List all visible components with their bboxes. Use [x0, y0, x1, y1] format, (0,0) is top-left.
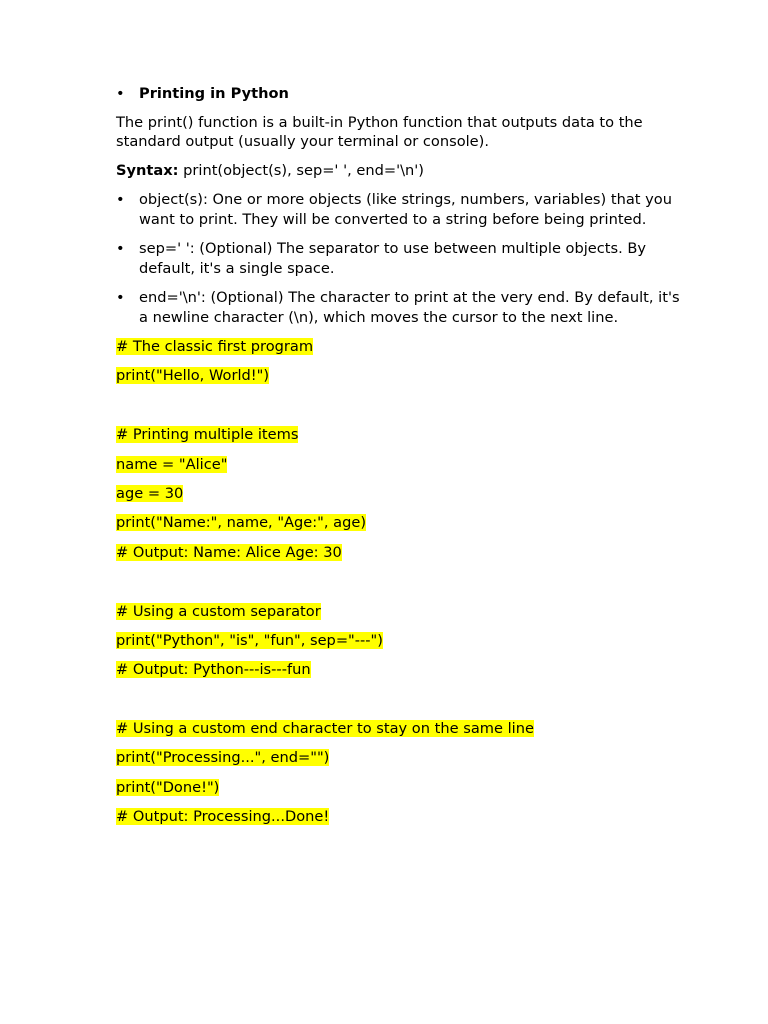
intro-paragraph: The print() function is a built-in Python function that outputs data to the standard output (usually your terminal or console).	[116, 113, 643, 151]
code-line	[116, 337, 686, 357]
code-line	[116, 719, 686, 739]
code-statement: print("Python", "is", "fun", sep="---")	[116, 631, 383, 649]
parameter-list	[116, 190, 686, 327]
code-line	[116, 631, 686, 651]
syntax-paragraph	[116, 161, 686, 181]
code-comment: # Using a custom end character to stay on the same line	[116, 720, 534, 738]
code-line	[116, 778, 686, 798]
list-item	[116, 190, 686, 229]
code-line	[116, 484, 686, 504]
code-comment: # Using a custom separator	[116, 602, 321, 620]
list-item	[116, 288, 686, 327]
code-line	[116, 455, 686, 475]
code-line	[116, 602, 686, 622]
code-comment: # The classic first program	[116, 338, 314, 355]
list-item-text: end='\n': (Optional) The character to print at the very end. By default, it's a newline character (\n), which moves the cursor to the next line.	[139, 289, 680, 326]
code-statement: print("Processing...", end="")	[116, 749, 330, 767]
bullet-icon: •	[116, 289, 125, 307]
bullet-icon: •	[116, 240, 125, 258]
bullet-icon: •	[116, 191, 125, 209]
list-item-text: sep=' ': (Optional) The separator to use between multiple objects. By default, it's a single space.	[139, 240, 647, 277]
code-statement: print("Done!")	[116, 778, 220, 796]
heading-title: Printing in Python	[139, 85, 289, 102]
blank-line	[116, 396, 686, 416]
code-line	[116, 425, 686, 445]
code-statement: print("Hello, World!")	[116, 367, 270, 385]
code-statement: print("Name:", name, "Age:", age)	[116, 514, 367, 532]
code-statement: age = 30	[116, 484, 184, 502]
code-comment: # Printing multiple items	[116, 426, 299, 444]
code-comment: # Output: Processing...Done!	[116, 808, 330, 826]
code-line	[116, 543, 686, 563]
code-line	[116, 660, 686, 680]
syntax-text: print(object(s), sep=' ', end='\n')	[178, 162, 424, 180]
code-statement: name = "Alice"	[116, 455, 228, 473]
list-item	[116, 239, 686, 278]
list-item-text: object(s): One or more objects (like strings, numbers, variables) that you want to print. They will be converted to a string before being printed.	[139, 191, 672, 228]
code-comment: # Output: Python---is---fun	[116, 661, 311, 679]
code-example-block	[116, 337, 686, 827]
code-line	[116, 748, 686, 768]
blank-line	[116, 572, 686, 592]
document-content	[116, 84, 686, 837]
code-line	[116, 807, 686, 827]
code-line	[116, 366, 686, 386]
code-comment: # Output: Name: Alice Age: 30	[116, 543, 342, 561]
blank-line	[116, 690, 686, 710]
code-line	[116, 513, 686, 533]
section-heading	[116, 84, 686, 104]
syntax-label: Syntax:	[116, 162, 179, 180]
bullet-icon: •	[116, 85, 125, 102]
